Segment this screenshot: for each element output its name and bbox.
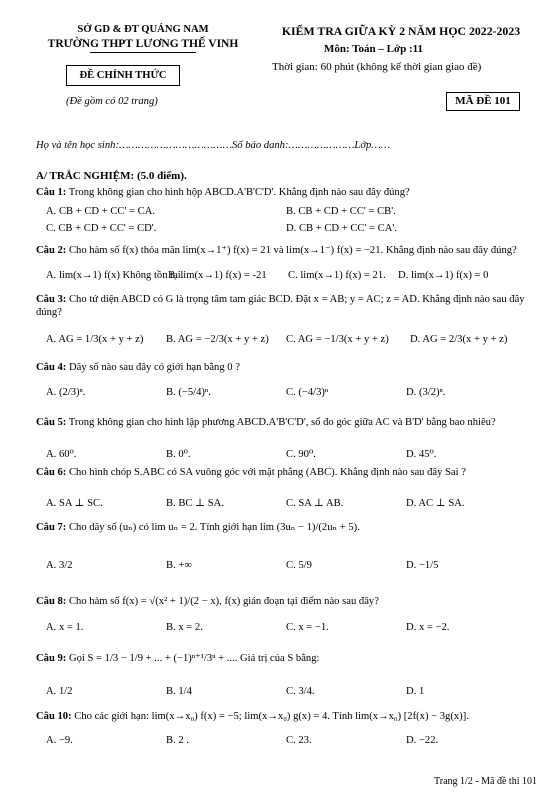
question-10-options <box>46 735 532 749</box>
option-b: B. AG = −2/3(x + y + z) <box>166 334 269 345</box>
question-4 <box>36 362 532 375</box>
school-name: TRƯỜNG THPT LƯƠNG THẾ VINH <box>47 37 239 50</box>
question-6 <box>36 467 532 480</box>
question-1 <box>36 187 532 200</box>
question-text: Cho dãy số (uₙ) có lim uₙ = 2. Tính giới hạn lim (3uₙ − 1)/(2uₙ + 5). <box>68 522 360 533</box>
question-label: Câu 9: <box>36 653 67 664</box>
subject-line: Môn: Toán – Lớp :11 <box>324 43 424 56</box>
question-2-options <box>46 270 532 284</box>
question-label: Câu 6: <box>36 467 67 478</box>
question-text: Cho các giới hạn: lim(x→x₀) f(x) = −5; lim(x→x₀) g(x) = 4. Tính lim(x→x₀) [2f(x) − 3g(x)]. <box>74 711 469 722</box>
option-d: D. x = −2. <box>406 622 450 633</box>
option-c: C. 5/9 <box>286 560 312 571</box>
question-7 <box>36 522 532 535</box>
question-label: Câu 8: <box>36 596 67 607</box>
question-5-options <box>46 449 532 463</box>
question-3-options <box>46 334 532 348</box>
question-label: Câu 1: <box>36 187 67 198</box>
option-d: D. −22. <box>406 735 439 746</box>
pages-note: (Đề gồm có 02 trang) <box>66 96 158 107</box>
official-exam-box: ĐỀ CHÍNH THỨC <box>66 65 180 86</box>
option-b: B. 1/4 <box>166 686 192 697</box>
question-8 <box>36 596 532 609</box>
option-d: D. −1/5 <box>406 560 439 571</box>
option-a: A. 3/2 <box>46 560 73 571</box>
option-c: C. lim(x→1) f(x) = 21. <box>288 270 386 281</box>
option-c: C. 23. <box>286 735 312 746</box>
question-label: Câu 3: <box>36 294 67 305</box>
option-b: B. +∞ <box>166 560 192 571</box>
exam-title: KIỂM TRA GIỮA KỲ 2 NĂM HỌC 2022-2023 <box>281 24 521 38</box>
option-b: B. lim(x→1) f(x) = -21 <box>168 270 267 281</box>
exam-info <box>272 24 530 75</box>
question-1-options-row1 <box>46 206 532 220</box>
question-text: Cho hàm số f(x) thỏa mãn lim(x→1⁺) f(x) = 21 và lim(x→1⁻) f(x) = −21. Khẳng định nào sau đây đúng? <box>68 245 517 256</box>
question-4-options <box>46 387 532 401</box>
option-a: A. (2/3)ⁿ. <box>46 387 86 398</box>
option-c: C. 90⁰. <box>286 449 316 460</box>
page-footer: Trang 1/2 - Mã đề thi 101 <box>434 776 537 787</box>
question-2 <box>36 245 532 258</box>
school-header <box>38 24 248 52</box>
option-a: A. lim(x→1) f(x) Không tồn tại. <box>46 270 184 281</box>
question-text: Trong không gian cho hình lập phương ABCD.A'B'C'D', số đo góc giữa AC và B'D' bằng bao nhiêu? <box>68 417 496 428</box>
question-3 <box>36 294 532 319</box>
question-7-options <box>46 560 532 574</box>
question-label: Câu 7: <box>36 522 67 533</box>
option-b: B. 2 . <box>166 735 189 746</box>
option-d: D. AC ⊥ SA. <box>406 498 465 509</box>
question-text: Gọi S = 1/3 − 1/9 + ... + (−1)ⁿ⁺¹/3ⁿ + .... Giá trị của S bằng: <box>68 653 320 664</box>
header-divider <box>90 52 196 53</box>
option-b: B. CB + CD + CC' = CB'. <box>286 206 396 217</box>
option-a: A. 60⁰. <box>46 449 77 460</box>
option-a: A. SA ⊥ SC. <box>46 498 103 509</box>
option-d: D. (3/2)ⁿ. <box>406 387 446 398</box>
option-d: D. AG = 2/3(x + y + z) <box>410 334 508 345</box>
question-8-options <box>46 622 532 636</box>
option-a: A. x = 1. <box>46 622 84 633</box>
option-c: C. x = −1. <box>286 622 329 633</box>
question-9 <box>36 653 532 666</box>
option-a: A. −9. <box>46 735 73 746</box>
question-text: Cho hàm số f(x) = √(x² + 1)/(2 − x), f(x) gián đoạn tại điểm nào sau đây? <box>68 596 379 607</box>
option-b: B. BC ⊥ SA. <box>166 498 224 509</box>
option-b: B. (−5/4)ⁿ. <box>166 387 211 398</box>
option-c: C. 3/4. <box>286 686 315 697</box>
option-b: B. 0⁰. <box>166 449 191 460</box>
department-name: SỞ GD & ĐT QUẢNG NAM <box>77 24 209 35</box>
option-c: C. CB + CD + CC' = CD'. <box>46 223 157 234</box>
question-6-options <box>46 498 532 512</box>
question-label: Câu 2: <box>36 245 67 256</box>
question-1-options-row2 <box>46 223 532 237</box>
option-c: C. SA ⊥ AB. <box>286 498 344 509</box>
option-b: B. x = 2. <box>166 622 203 633</box>
option-a: A. AG = 1/3(x + y + z) <box>46 334 144 345</box>
question-text: Trong không gian cho hình hộp ABCD.A'B'C'D'. Khẳng định nào sau đây đúng? <box>68 187 410 198</box>
question-label: Câu 10: <box>36 711 72 722</box>
question-10 <box>36 711 532 724</box>
exam-code-box: MÃ ĐỀ 101 <box>446 92 520 111</box>
question-label: Câu 5: <box>36 417 67 428</box>
student-info-line: Họ và tên học sinh:………………………………Số báo danh:…………………Lớp…… <box>36 140 391 151</box>
question-text: Cho hình chóp S.ABC có SA vuông góc với mặt phẳng (ABC). Khẳng định nào sau đây Sai ? <box>68 467 466 478</box>
option-d: D. 45⁰. <box>406 449 437 460</box>
time-line: Thời gian: 60 phút (không kể thời gian giao đề) <box>272 61 482 74</box>
question-text: Dãy số nào sau đây có giới hạn bằng 0 ? <box>68 362 240 373</box>
option-d: D. 1 <box>406 686 425 697</box>
option-c: C. AG = −1/3(x + y + z) <box>286 334 389 345</box>
section-title: A/ TRẮC NGHIỆM: (5.0 điểm). <box>36 170 187 182</box>
question-text: Cho tứ diện ABCD có G là trọng tâm tam giác BCD. Đặt x = AB; y = AC; z = AD. Khẳng định nào sau đây đúng? <box>36 294 525 318</box>
option-d: D. CB + CD + CC' = CA'. <box>286 223 397 234</box>
option-d: D. lim(x→1) f(x) = 0 <box>398 270 489 281</box>
question-9-options <box>46 686 532 700</box>
question-5 <box>36 417 532 430</box>
option-c: C. (−4/3)ⁿ <box>286 387 329 398</box>
question-label: Câu 4: <box>36 362 67 373</box>
option-a: A. CB + CD + CC' = CA. <box>46 206 156 217</box>
option-a: A. 1/2 <box>46 686 73 697</box>
